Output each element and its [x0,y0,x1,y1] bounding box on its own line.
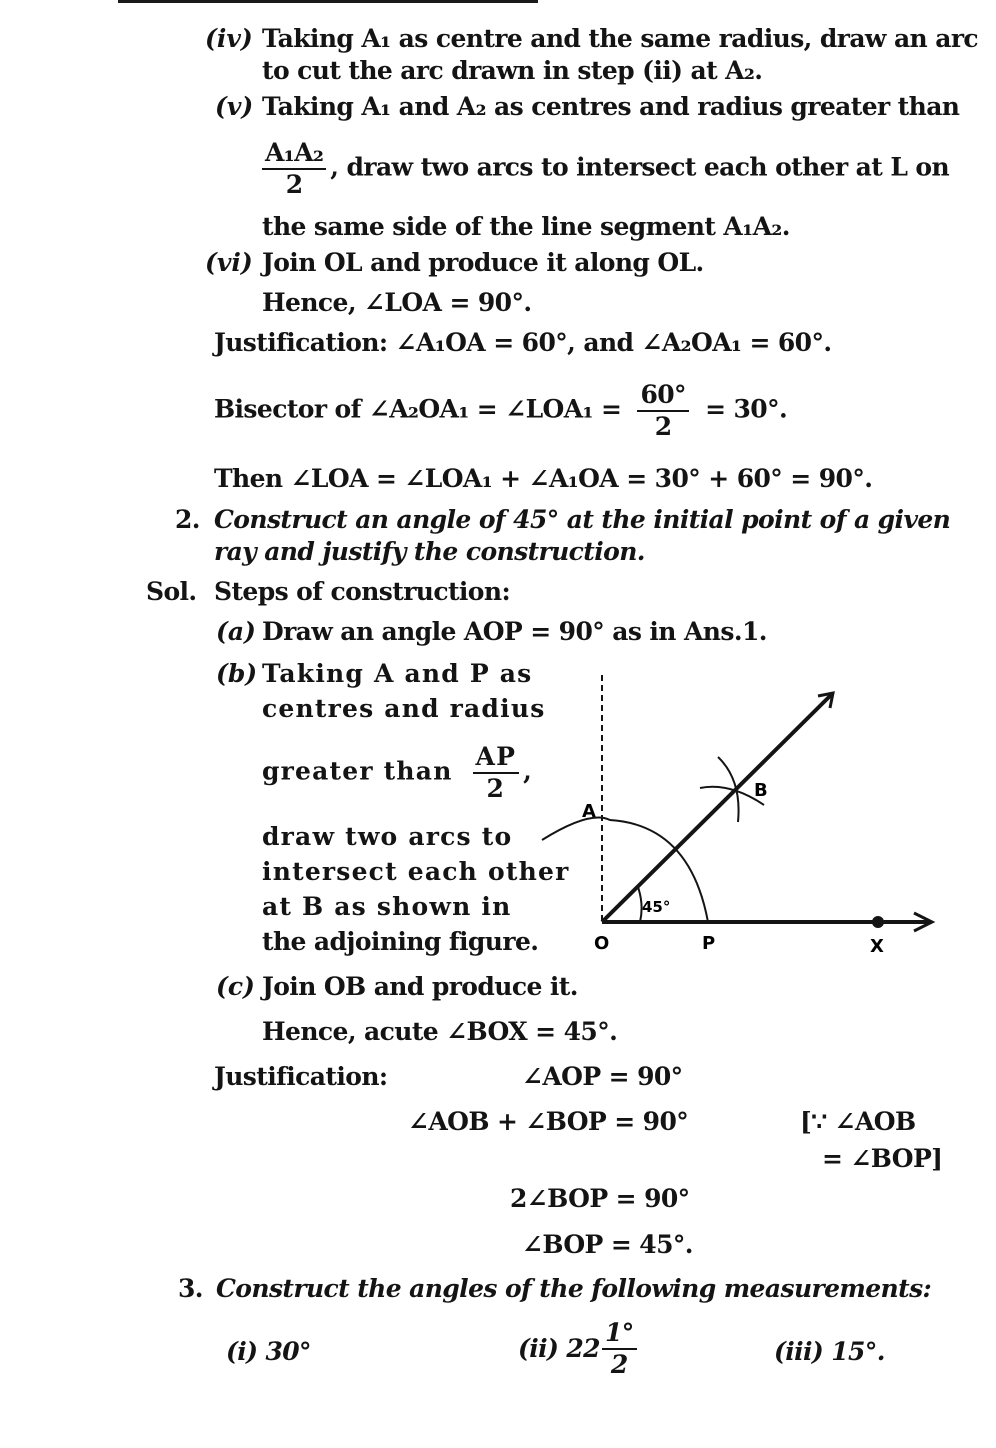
question3-item-i [226,1337,311,1367]
justification2-eq3: 2∠BOP = 90° [510,1184,690,1213]
step-v-line1: Taking A₁ and A₂ as centres and radius greater than [262,92,960,121]
item-label: (iii) [774,1337,824,1366]
point-x [872,916,884,928]
fraction-half [602,1318,637,1380]
step-iv-label: (iv) [205,24,253,53]
step-c-label: (c) [216,972,255,1001]
arc-from-o [542,818,708,923]
question2-line2: ray and justify the construction. [214,537,645,566]
step-b-line6: at B as shown in [262,892,512,921]
question3-number: 3. [178,1274,203,1303]
step-b-line4: draw two arcs to [262,822,513,851]
item-value: 30° [265,1337,311,1366]
justification1-row [214,328,832,358]
item-value-whole: 22 [566,1334,600,1363]
question2-number: 2. [175,505,200,534]
label-b: B [754,780,768,801]
step-c-text: Join OB and produce it. [262,972,578,1001]
step-b-line3-text: greater than [262,756,453,786]
justification2-reason-line1: [∵ ∠AOB [800,1107,916,1136]
step-c-hence: Hence, acute ∠BOX = 45°. [262,1017,618,1046]
question3-item-iii [774,1337,885,1367]
label-o: O [594,933,610,954]
step-b-line2: centres and radius [262,694,546,723]
step-b-line3: greater than $\frac{AP}{2}$ , [262,742,534,803]
bisector-row [214,380,787,442]
question3-text: Construct the angles of the following measurements: [216,1274,932,1303]
step-v-line2-text: , draw two arcs to intersect each other at L on [330,152,950,182]
step-v-line2 [258,138,949,200]
step-v-label: (v) [215,92,254,121]
item-label: (i) [226,1337,258,1366]
fraction-denominator: 2 [654,412,672,441]
top-rule [118,0,538,3]
fraction-numerator: 60° [637,380,689,412]
solution-heading: Steps of construction: [214,577,511,606]
question2-line1: Construct an angle of 45° at the initial point of a given [214,505,951,534]
step-b-label: (b) [216,659,258,688]
fraction-numerator: AP [473,742,520,774]
fraction-numerator: 1° [602,1318,637,1350]
bisector-text: Bisector of ∠A₂OA₁ = ∠LOA₁ = [214,394,622,424]
justification2-eq4: ∠BOP = 45°. [522,1230,693,1259]
step-vi-label: (vi) [205,248,253,277]
ray-ob [602,694,832,922]
fraction-ap-over-2 [473,742,520,804]
step-b-line7: the adjoining figure. [262,927,539,956]
fraction-denominator: 2 [486,774,506,803]
item-value: 15°. [831,1337,885,1366]
step-vi-line1: Join OL and produce it along OL. [262,248,704,277]
label-p: P [702,933,716,954]
justification2-reason-line2: = ∠BOP] [822,1144,943,1173]
then-line: Then ∠LOA = ∠LOA₁ + ∠A₁OA = 30° + 60° = 90°. [214,464,873,493]
label-x: X [870,936,884,957]
label-angle-45: 45° [642,898,671,916]
justification2-heading: Justification: [214,1062,388,1091]
solution-label: Sol. [146,577,197,606]
bisector-result: = 30°. [705,394,788,424]
fraction-numerator: A₁A₂ [262,138,326,170]
fraction-denominator: 2 [610,1350,628,1379]
justification1-line1: ∠A₁OA = 60°, and ∠A₂OA₁ = 60°. [395,328,832,357]
fraction-denominator: 2 [285,170,303,199]
justification2-eq2: ∠AOB + ∠BOP = 90° [408,1107,689,1136]
label-a: A [582,801,596,822]
question3-item-ii [518,1318,641,1380]
step-iv-line1: Taking A₁ as centre and the same radius, draw an arc [262,24,979,53]
justification2-eq1: ∠AOP = 90° [522,1062,683,1091]
step-b-line5: intersect each other [262,857,570,886]
step-vi-line2: Hence, ∠LOA = 90°. [262,288,532,317]
justification1-heading: Justification: [214,328,388,357]
step-a-text: Draw an angle AOP = 90° as in Ans.1. [262,617,767,646]
fraction-a1a2-over-2 [262,138,326,200]
step-a-label: (a) [216,617,256,646]
construction-figure [530,660,990,980]
step-iv-line2: to cut the arc drawn in step (ii) at A₂. [262,56,763,85]
step-v-line3: the same side of the line segment A₁A₂. [262,212,790,241]
item-label: (ii) [518,1334,559,1363]
fraction-60-over-2 [637,380,689,442]
step-b-line1: Taking A and P as [262,659,533,688]
